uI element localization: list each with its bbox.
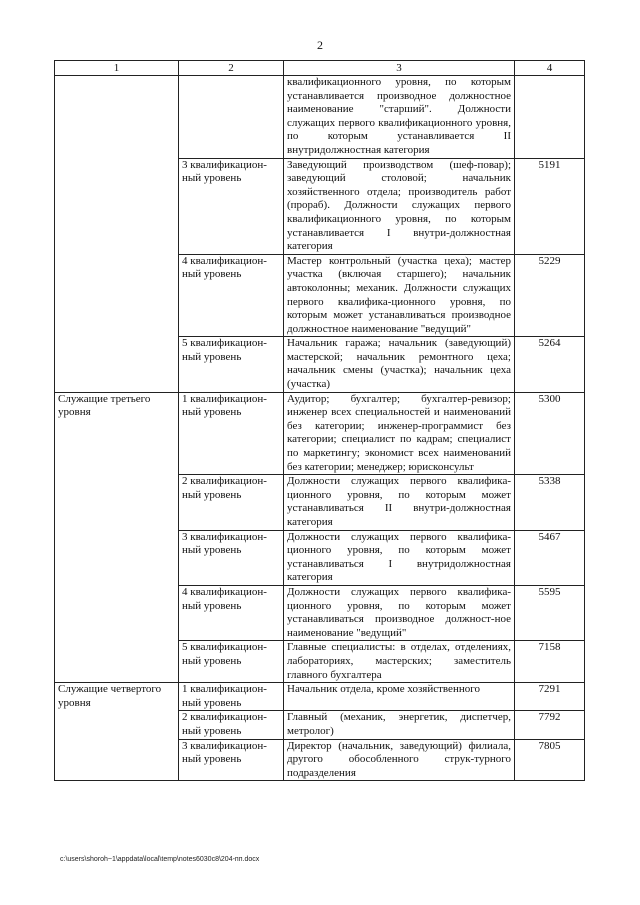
salary-cell: 7291 (515, 683, 585, 711)
positions-cell: Мастер контрольный (участка цеха); мастер участка (включая старшего); начальник автоколонны; механик. Должности служащих первого квалифика-ционного уровня, по которым может устанавливаться производное должностное наименование "ведущий" (284, 254, 515, 337)
positions-cell: Начальник отдела, кроме хозяйственного (284, 683, 515, 711)
salary-cell (515, 76, 585, 159)
positions-cell: Главный (механик, энергетик, диспетчер, метролог) (284, 711, 515, 739)
file-path-footer: c:\users\shoroh~1\appdata\local\temp\notes6030c8\204-пп.docx (60, 856, 260, 863)
positions-cell: Заведующий производством (шеф-повар); заведующий столовой; начальник хозяйственного отдела; производитель работ (прораб). Должности служащих первого квалификационного уровня, по которым устанавливается I внутри-должностная категория (284, 158, 515, 254)
positions-cell: квалификационного уровня, по которым устанавливается производное должностное наименование "старший". Должности служащих первого квалификационного уровня, по которым устанавливается II внутридолжностная категория (284, 76, 515, 159)
positions-cell: Должности служащих первого квалифика-ционного уровня, по которым может устанавливаться II внутри-должностная категория (284, 475, 515, 530)
header-row (55, 61, 585, 76)
level-cell: 1 квалификацион-ный уровень (179, 683, 284, 711)
positions-cell: Должности служащих первого квалифика-ционного уровня, по которым может устанавливаться I внутридолжностная категория (284, 530, 515, 585)
positions-cell: Должности служащих первого квалифика-ционного уровня, по которым может устанавливаться производное должност-ное наименование "ведущий" (284, 585, 515, 640)
salary-cell: 5595 (515, 585, 585, 640)
salary-cell: 7792 (515, 711, 585, 739)
salary-table (54, 60, 585, 781)
table-row (55, 76, 585, 159)
group-cell (55, 76, 179, 393)
positions-cell: Главные специалисты: в отделах, отделениях, лабораториях, мастерских; заместитель главного бухгалтера (284, 641, 515, 683)
salary-cell: 5338 (515, 475, 585, 530)
positions-cell: Директор (начальник, заведующий) филиала, другого обособленного струк-турного подразделения (284, 739, 515, 781)
column-header: 1 (55, 61, 179, 76)
group-cell: Служащие четвертого уровня (55, 683, 179, 781)
level-cell: 2 квалификацион-ный уровень (179, 475, 284, 530)
level-cell: 3 квалификацион-ный уровень (179, 530, 284, 585)
salary-cell: 7805 (515, 739, 585, 781)
level-cell: 3 квалификацион-ный уровень (179, 739, 284, 781)
table-row (55, 683, 585, 711)
salary-cell: 5264 (515, 337, 585, 392)
column-header: 2 (179, 61, 284, 76)
salary-cell: 5300 (515, 392, 585, 475)
level-cell: 5 квалификацион-ный уровень (179, 337, 284, 392)
level-cell: 5 квалификацион-ный уровень (179, 641, 284, 683)
salary-cell: 5191 (515, 158, 585, 254)
positions-cell: Начальник гаража; начальник (заведующий) мастерской; начальник ремонтного цеха; начальник смены (участка); начальник цеха (участка) (284, 337, 515, 392)
level-cell: 4 квалификацион-ный уровень (179, 585, 284, 640)
level-cell: 3 квалификацион-ный уровень (179, 158, 284, 254)
table-row (55, 392, 585, 475)
level-cell (179, 76, 284, 159)
level-cell: 2 квалификацион-ный уровень (179, 711, 284, 739)
positions-cell: Аудитор; бухгалтер; бухгалтер-ревизор; инженер всех специальностей и наименований без категории; инженер-программист без категории; специалист по кадрам; специалист по маркетингу; экономист всех наименований без категории; менеджер; юрисконсульт (284, 392, 515, 475)
column-header: 4 (515, 61, 585, 76)
page-number: 2 (317, 38, 323, 52)
column-header: 3 (284, 61, 515, 76)
level-cell: 1 квалификацион-ный уровень (179, 392, 284, 475)
salary-cell: 7158 (515, 641, 585, 683)
salary-cell: 5467 (515, 530, 585, 585)
group-cell: Служащие третьего уровня (55, 392, 179, 682)
salary-cell: 5229 (515, 254, 585, 337)
level-cell: 4 квалификацион-ный уровень (179, 254, 284, 337)
